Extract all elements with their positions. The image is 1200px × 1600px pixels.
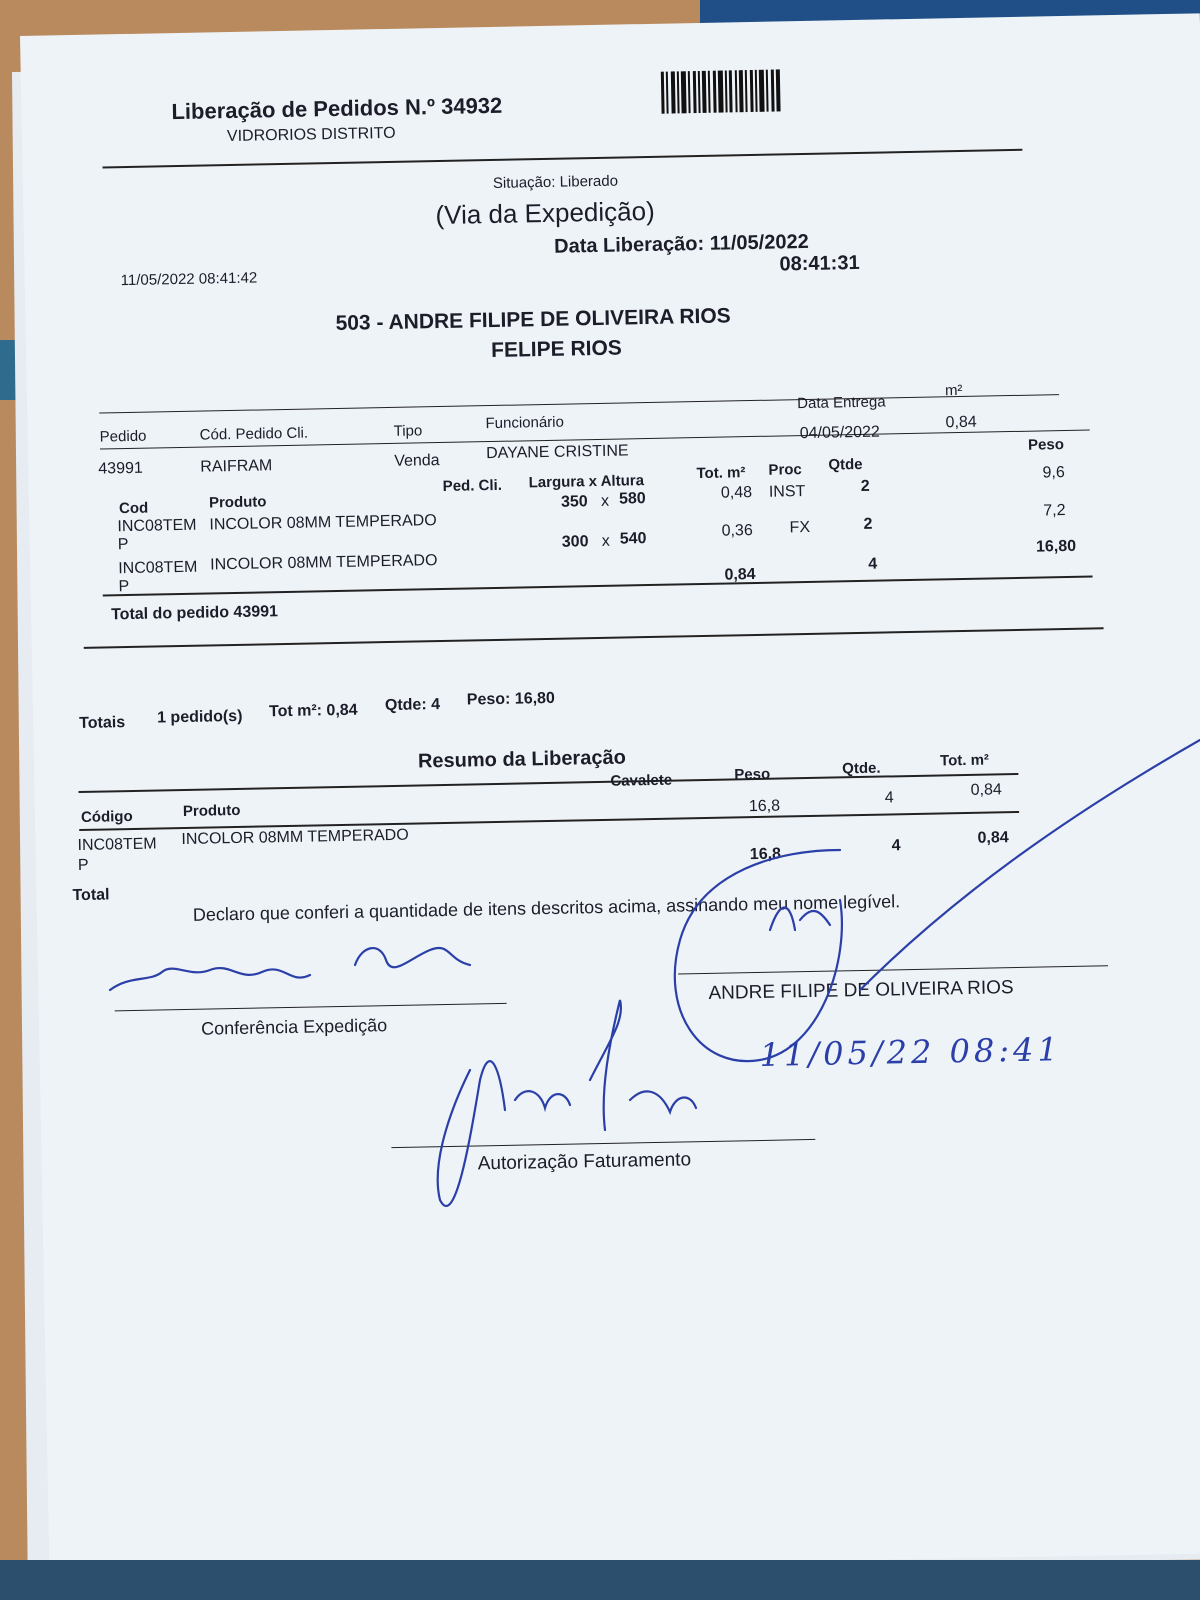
declaration-text: Declaro que conferi a quantidade de itens descritos acima, assinando meu nome legível. — [192, 891, 901, 925]
client-signature-mark — [770, 908, 830, 931]
item-tot-m2: 0,48 — [720, 484, 753, 502]
summary-row-cod-suffix: P — [77, 856, 89, 875]
client-signature-name: ANDRE FILIPE DE OLIVEIRA RIOS — [708, 977, 1014, 1004]
order-data-entrega: 04/05/2022 — [799, 423, 881, 443]
col-funcionario: Funcionário — [485, 413, 565, 433]
autorizacao-signature — [438, 1000, 696, 1206]
company-name: VIDRORIOS DISTRITO — [226, 124, 396, 146]
summary-col-tot-m2: Tot. m² — [939, 751, 990, 770]
summary-col-codigo: Código — [80, 807, 133, 826]
col-pedido: Pedido — [99, 427, 147, 446]
item-qtde: 2 — [863, 515, 873, 533]
client-nickname: FELIPE RIOS — [490, 336, 623, 363]
printed-timestamp: 11/05/2022 08:41:42 — [120, 269, 258, 290]
item-largura: 300 — [561, 533, 589, 551]
summary-col-peso: Peso — [734, 765, 771, 784]
col-data-entrega: Data Entrega — [797, 393, 886, 413]
summary-row-tot-m2: 0,84 — [970, 781, 1002, 799]
handwritten-date: 11/05/22 08:41 — [759, 1030, 1063, 1074]
col-ped-cli: Ped. Cli. — [442, 476, 503, 495]
col-largura-altura: Largura x Altura — [528, 472, 645, 492]
item-cod: INC08TEM — [118, 558, 198, 578]
item-times: x — [600, 492, 610, 510]
summary-total-tot-m2: 0,84 — [977, 829, 1009, 847]
summary-col-qtde: Qtde. — [842, 759, 881, 778]
col-m2: m² — [944, 381, 963, 400]
via-label: (Via da Expedição) — [435, 195, 655, 231]
totals-m2: Tot m²: 0,84 — [268, 701, 358, 721]
order-m2: 0,84 — [945, 413, 977, 432]
document-title: Liberação de Pedidos N.º 34932 — [171, 92, 503, 125]
summary-col-produto: Produto — [182, 801, 241, 821]
item-times: x — [601, 532, 610, 550]
totals-peso: Peso: 16,80 — [466, 689, 556, 709]
item-largura: 350 — [560, 493, 588, 511]
order-tipo: Venda — [394, 452, 440, 470]
client-signature-loop — [675, 850, 842, 1061]
summary-total-qtde: 4 — [891, 837, 901, 855]
col-peso: Peso — [1027, 436, 1065, 454]
item-produto: INCOLOR 08MM TEMPERADO — [210, 552, 438, 574]
item-cod-suffix: P — [118, 578, 130, 596]
conferencia-label: Conferência Expedição — [200, 1015, 388, 1039]
summary-row-qtde: 4 — [884, 789, 894, 807]
release-date: Data Liberação: 11/05/2022 — [553, 230, 809, 258]
item-peso: 7,2 — [1043, 502, 1066, 520]
conferencia-signature — [110, 948, 470, 990]
order-pedido: 43991 — [98, 459, 143, 478]
summary-title: Resumo da Liberação — [417, 746, 627, 773]
autorizacao-label: Autorização Faturamento — [477, 1149, 692, 1175]
background-blue-surface — [0, 1560, 1200, 1600]
item-proc: FX — [789, 518, 811, 537]
col-tot-m2: Tot. m² — [696, 464, 746, 483]
col-cod: Cod — [118, 499, 149, 518]
order-total-label: Total do pedido 43991 — [110, 603, 279, 624]
client-name: 503 - ANDRE FILIPE DE OLIVEIRA RIOS — [335, 304, 731, 335]
order-total-peso: 16,80 — [1035, 537, 1077, 556]
order-cod-pedido-cli: RAIFRAM — [200, 457, 273, 476]
summary-col-cavalete: Cavalete — [610, 771, 673, 790]
summary-row-cod: INC08TEM — [77, 835, 157, 855]
release-time: 08:41:31 — [779, 251, 860, 276]
col-cod-pedido-cli: Cód. Pedido Cli. — [199, 424, 309, 444]
summary-total-label: Total — [72, 886, 110, 905]
totals-pedidos: 1 pedido(s) — [156, 707, 243, 727]
summary-row-peso: 16,8 — [748, 797, 781, 816]
order-funcionario: DAYANE CRISTINE — [485, 442, 629, 463]
summary-row-produto: INCOLOR 08MM TEMPERADO — [181, 826, 409, 849]
long-diagonal-stroke — [860, 740, 1200, 990]
order-total-m2: 0,84 — [724, 565, 756, 584]
item-produto: INCOLOR 08MM TEMPERADO — [209, 512, 437, 534]
item-altura: 540 — [619, 530, 647, 548]
item-tot-m2: 0,36 — [721, 522, 753, 540]
item-cod-suffix: P — [117, 536, 129, 554]
item-cod: INC08TEM — [117, 516, 197, 536]
col-qtde: Qtde — [828, 455, 863, 474]
totals-label: Totais — [79, 714, 126, 732]
order-total-qtde: 4 — [868, 555, 878, 573]
item-peso: 9,6 — [1042, 464, 1065, 482]
situation-status: Situação: Liberado — [492, 172, 619, 192]
item-altura: 580 — [618, 490, 646, 508]
summary-total-peso: 16,8 — [749, 845, 782, 864]
item-proc: INST — [768, 483, 806, 501]
item-qtde: 2 — [860, 477, 870, 495]
col-produto: Produto — [208, 493, 267, 512]
col-proc: Proc — [768, 461, 802, 479]
totals-qtde: Qtde: 4 — [384, 696, 441, 715]
col-tipo: Tipo — [393, 422, 423, 440]
